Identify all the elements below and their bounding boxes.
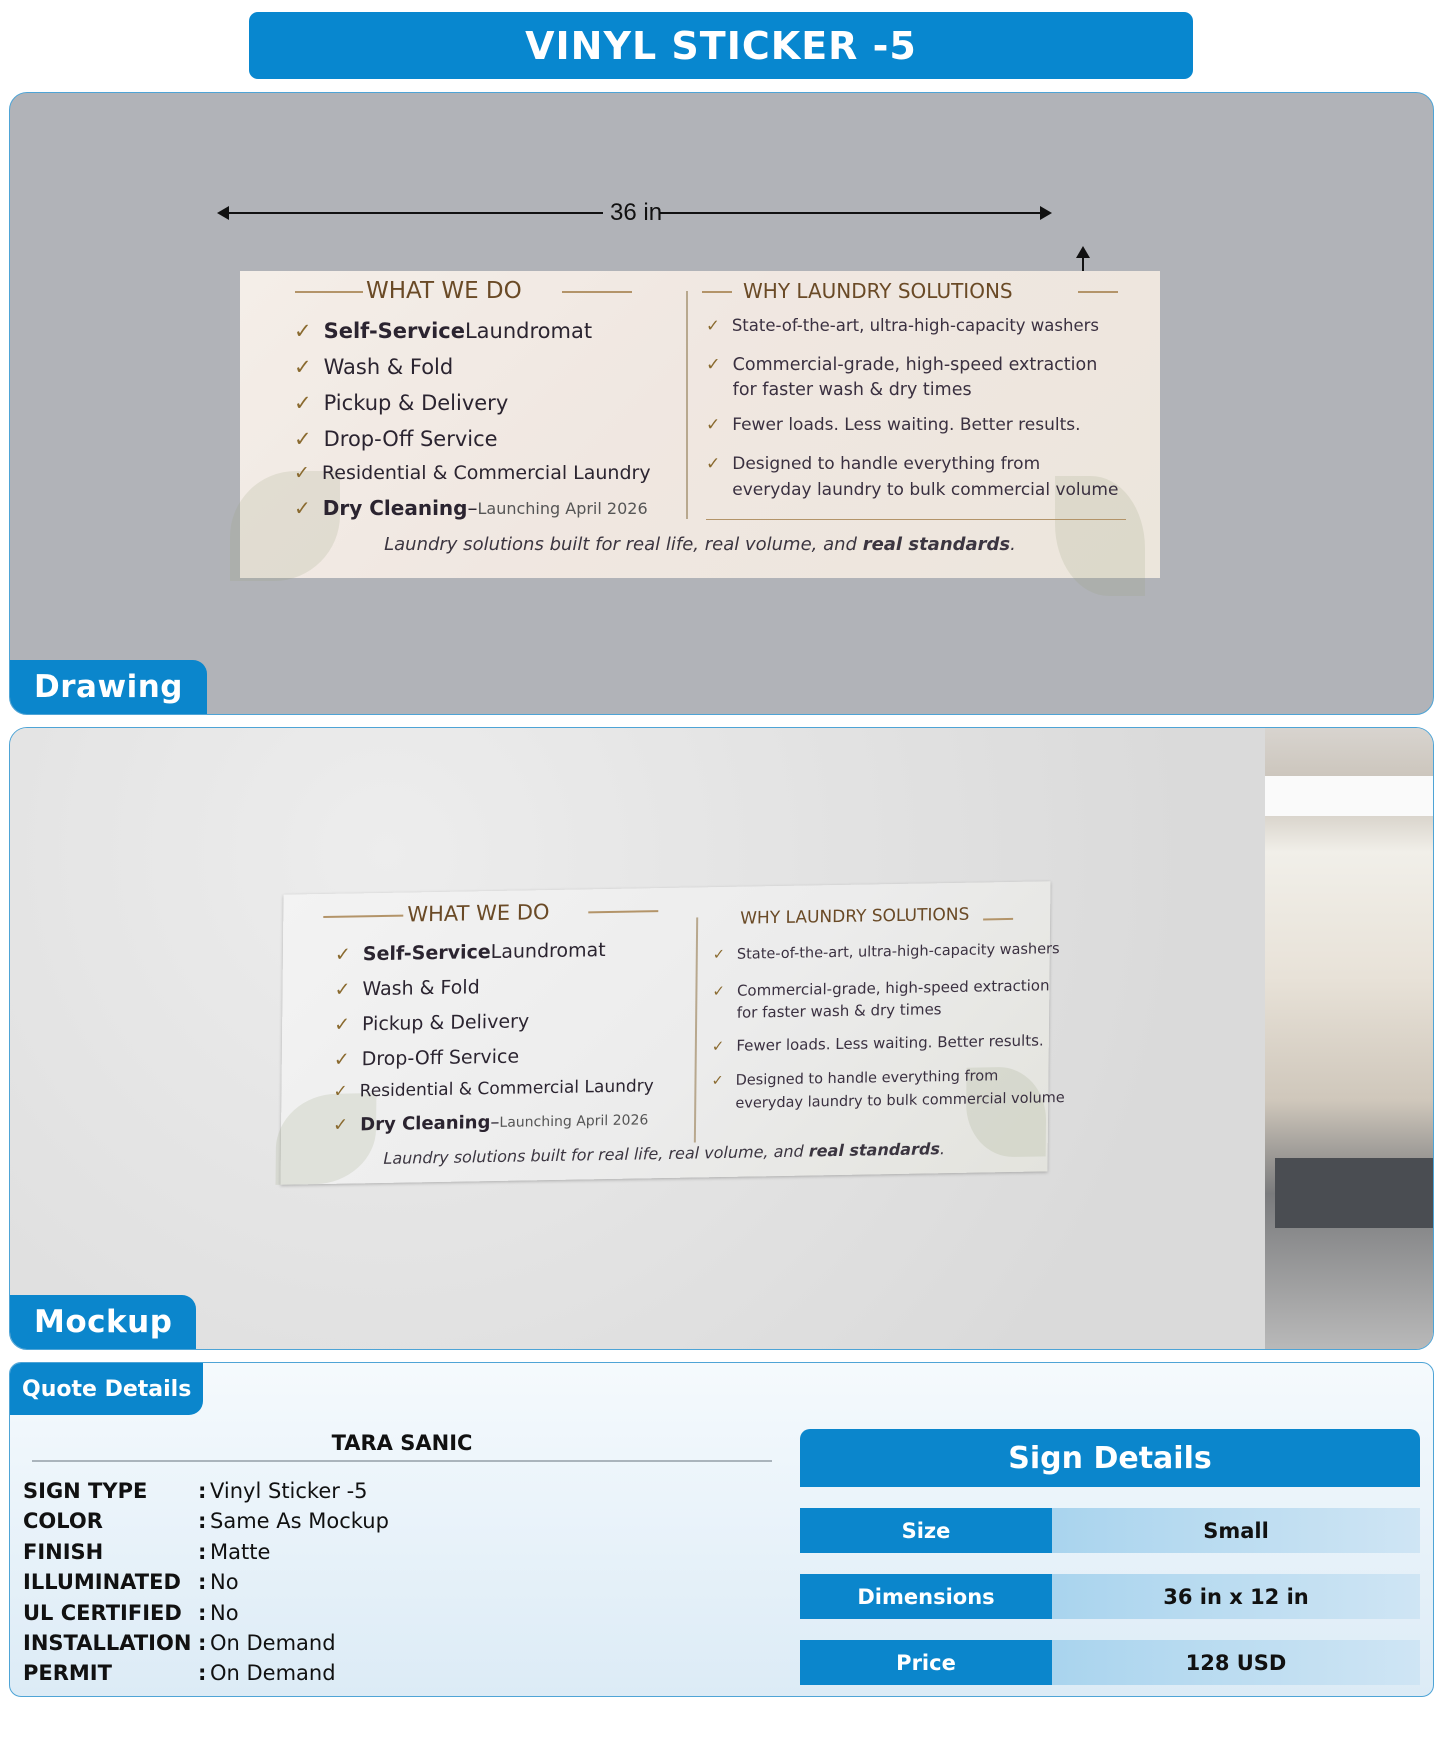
tagline-text: Laundry solutions built for real life, real volume, and — [384, 534, 863, 555]
arrow-right-icon — [1040, 206, 1052, 220]
spec-value: No — [210, 1570, 239, 1594]
benefit-item — [712, 1031, 1044, 1055]
service-item — [294, 462, 651, 484]
tagline-end: . — [939, 1139, 946, 1159]
check-icon: ✓ — [333, 1048, 350, 1071]
service-item — [333, 1109, 648, 1136]
service-item-text: Laundromat — [464, 319, 593, 343]
service-item-text: Wash & Fold — [323, 355, 454, 379]
leaf-decoration — [230, 471, 340, 581]
check-icon: ✓ — [294, 496, 311, 520]
sign-detail-value: Small — [1052, 1508, 1420, 1553]
sign-detail-key: Dimensions — [800, 1574, 1052, 1619]
sign-detail-row — [800, 1640, 1420, 1685]
sign-detail-row — [800, 1574, 1420, 1619]
left-heading: WHAT WE DO — [366, 278, 522, 304]
spec-row — [23, 1658, 763, 1688]
sign-detail-key: Price — [800, 1640, 1052, 1685]
check-icon: ✓ — [712, 946, 726, 964]
sign-detail-value: 128 USD — [1052, 1640, 1420, 1685]
column-divider — [694, 917, 698, 1142]
footer-rule — [706, 519, 1126, 520]
spec-key: ILLUMINATED — [23, 1570, 181, 1594]
column-divider — [686, 291, 688, 519]
spec-row — [23, 1537, 763, 1567]
client-divider — [32, 1460, 772, 1462]
benefit-text: Fewer loads. Less waiting. Better results. — [736, 1031, 1044, 1055]
service-item-text: Wash & Fold — [362, 976, 480, 1001]
arrow-left-icon — [217, 206, 229, 220]
benefit-item — [713, 941, 1060, 963]
benefit-item — [706, 415, 1081, 435]
spec-row — [23, 1476, 763, 1506]
title-banner — [249, 12, 1193, 79]
heading-rule — [562, 291, 632, 293]
service-item — [334, 1046, 520, 1071]
spec-value: Matte — [210, 1540, 271, 1564]
heading-rule — [588, 910, 658, 913]
check-icon: ✓ — [334, 943, 351, 966]
benefit-item — [706, 316, 1099, 335]
mockup-label: Mockup — [10, 1295, 196, 1349]
check-icon: ✓ — [711, 1072, 724, 1090]
spec-key: PERMIT — [23, 1661, 112, 1685]
tagline-end: . — [1010, 534, 1016, 555]
service-item-bold: Self-Service — [362, 941, 491, 966]
service-item-text: Pickup & Delivery — [323, 391, 509, 415]
benefit-text: for faster wash & dry times — [736, 1000, 942, 1022]
sticker-tagline — [281, 1137, 1048, 1169]
leaf-decoration — [276, 1093, 377, 1185]
tagline-text: Laundry solutions built for real life, real volume, and — [383, 1141, 809, 1168]
left-heading: WHAT WE DO — [407, 900, 550, 927]
benefit-text: everyday laundry to bulk commercial volume — [735, 1090, 1065, 1112]
service-item-text: Pickup & Delivery — [361, 1010, 530, 1036]
drawing-panel — [9, 92, 1434, 715]
benefit-text: Designed to handle everything from — [732, 454, 1041, 474]
spec-colon: : — [198, 1509, 207, 1533]
spec-colon: : — [198, 1661, 207, 1685]
sign-detail-row — [800, 1508, 1420, 1553]
spec-colon: : — [198, 1570, 207, 1594]
check-icon: ✓ — [706, 355, 721, 375]
sign-detail-value: 36 in x 12 in — [1052, 1574, 1420, 1619]
service-item — [333, 1076, 654, 1102]
check-icon: ✓ — [711, 1036, 725, 1056]
check-icon: ✓ — [294, 462, 310, 484]
right-heading: WHY LAUNDRY SOLUTIONS — [743, 279, 1013, 303]
check-icon: ✓ — [334, 978, 351, 1001]
sticker-tagline — [240, 534, 1160, 555]
tagline-bold: real standards — [808, 1139, 941, 1161]
benefit-item — [706, 353, 1097, 403]
check-icon: ✓ — [333, 1081, 348, 1102]
spec-colon: : — [198, 1479, 207, 1503]
heading-rule — [295, 291, 363, 293]
spec-row — [23, 1567, 763, 1597]
benefit-text: for faster wash & dry times — [732, 380, 972, 400]
benefit-text: Commercial-grade, high-speed extraction — [732, 355, 1098, 375]
check-icon: ✓ — [712, 981, 726, 1001]
washer-machine — [1275, 1158, 1434, 1228]
benefit-text: State-of-the-art, ultra-high-capacity washers — [731, 316, 1099, 335]
spec-row — [23, 1506, 763, 1536]
quote-details-panel — [9, 1362, 1434, 1697]
benefit-item — [706, 451, 1118, 503]
sign-detail-key: Size — [800, 1508, 1052, 1553]
benefit-item — [712, 974, 1050, 1024]
spec-value: No — [210, 1601, 239, 1625]
benefit-text: Designed to handle everything from — [735, 1068, 999, 1089]
spec-row — [23, 1628, 763, 1658]
quote-details-label: Quote Details — [10, 1363, 203, 1415]
spec-colon: : — [198, 1631, 207, 1655]
ceiling-light — [1265, 776, 1434, 816]
client-name: TARA SANIC — [331, 1431, 473, 1455]
width-dimension-label: 36 in — [610, 199, 663, 226]
heading-rule — [323, 915, 403, 918]
service-item — [294, 496, 648, 520]
service-item-text: Laundromat — [490, 939, 606, 964]
spec-row — [23, 1598, 763, 1628]
launch-note: Launching April 2026 — [499, 1111, 649, 1131]
tagline-bold: real standards — [862, 534, 1011, 555]
heading-rule — [1078, 291, 1118, 293]
check-icon: ✓ — [706, 454, 721, 474]
service-item-text: Drop-Off Service — [361, 1045, 520, 1071]
spec-value: On Demand — [210, 1631, 336, 1655]
service-item-text: Drop-Off Service — [323, 427, 498, 451]
benefit-text: everyday laundry to bulk commercial volume — [732, 480, 1119, 500]
drawing-label: Drawing — [10, 660, 207, 714]
check-icon: ✓ — [294, 391, 312, 415]
check-icon: ✓ — [706, 415, 721, 435]
sticker-mockup — [281, 881, 1065, 1184]
width-dimension-line-right — [660, 212, 1045, 214]
spec-key: SIGN TYPE — [23, 1479, 148, 1503]
benefit-text: Commercial-grade, high-speed extraction — [736, 976, 1050, 1000]
heading-rule — [702, 291, 732, 293]
sticker-artwork — [240, 271, 1160, 578]
check-icon: ✓ — [294, 355, 312, 379]
heading-rule — [983, 918, 1013, 920]
right-heading: WHY LAUNDRY SOLUTIONS — [740, 904, 970, 929]
page-title: VINYL STICKER -5 — [525, 23, 917, 68]
spec-key: UL CERTIFIED — [23, 1601, 182, 1625]
room-background — [1265, 728, 1434, 1349]
check-icon: ✓ — [294, 319, 312, 343]
service-item-bold: Self-Service — [323, 319, 465, 343]
check-icon: ✓ — [294, 427, 312, 451]
launch-note: Launching April 2026 — [477, 498, 648, 518]
check-icon: ✓ — [334, 1013, 351, 1036]
service-item-text: Residential & Commercial Laundry — [321, 462, 651, 484]
spec-key: FINISH — [23, 1540, 104, 1564]
service-item-bold: Dry Cleaning — [322, 496, 468, 520]
check-icon: ✓ — [333, 1114, 349, 1136]
spec-value: Vinyl Sticker -5 — [210, 1479, 368, 1503]
width-dimension-line-left — [222, 212, 603, 214]
benefit-text: Fewer loads. Less waiting. Better results. — [732, 415, 1081, 435]
service-item — [334, 976, 479, 1001]
mockup-panel — [9, 727, 1434, 1350]
spec-colon: : — [198, 1540, 207, 1564]
service-item-text: – — [467, 496, 478, 520]
check-icon: ✓ — [706, 316, 720, 335]
spec-colon: : — [198, 1601, 207, 1625]
arrow-up-icon — [1076, 246, 1090, 258]
service-item-text: – — [490, 1111, 500, 1134]
service-item-bold: Dry Cleaning — [360, 1112, 491, 1136]
spec-key: INSTALLATION — [23, 1631, 192, 1655]
service-item — [294, 355, 453, 379]
service-item — [334, 1010, 529, 1035]
benefit-item — [711, 1064, 1065, 1116]
service-item — [294, 427, 498, 451]
spec-value: On Demand — [210, 1661, 336, 1685]
spec-key: COLOR — [23, 1509, 103, 1533]
spec-value: Same As Mockup — [210, 1509, 389, 1533]
service-item — [294, 391, 508, 415]
service-item — [294, 319, 592, 343]
sign-details-heading: Sign Details — [800, 1429, 1420, 1487]
benefit-text: State-of-the-art, ultra-high-capacity washers — [736, 941, 1060, 963]
service-item — [335, 939, 606, 966]
service-item-text: Residential & Commercial Laundry — [359, 1076, 654, 1102]
